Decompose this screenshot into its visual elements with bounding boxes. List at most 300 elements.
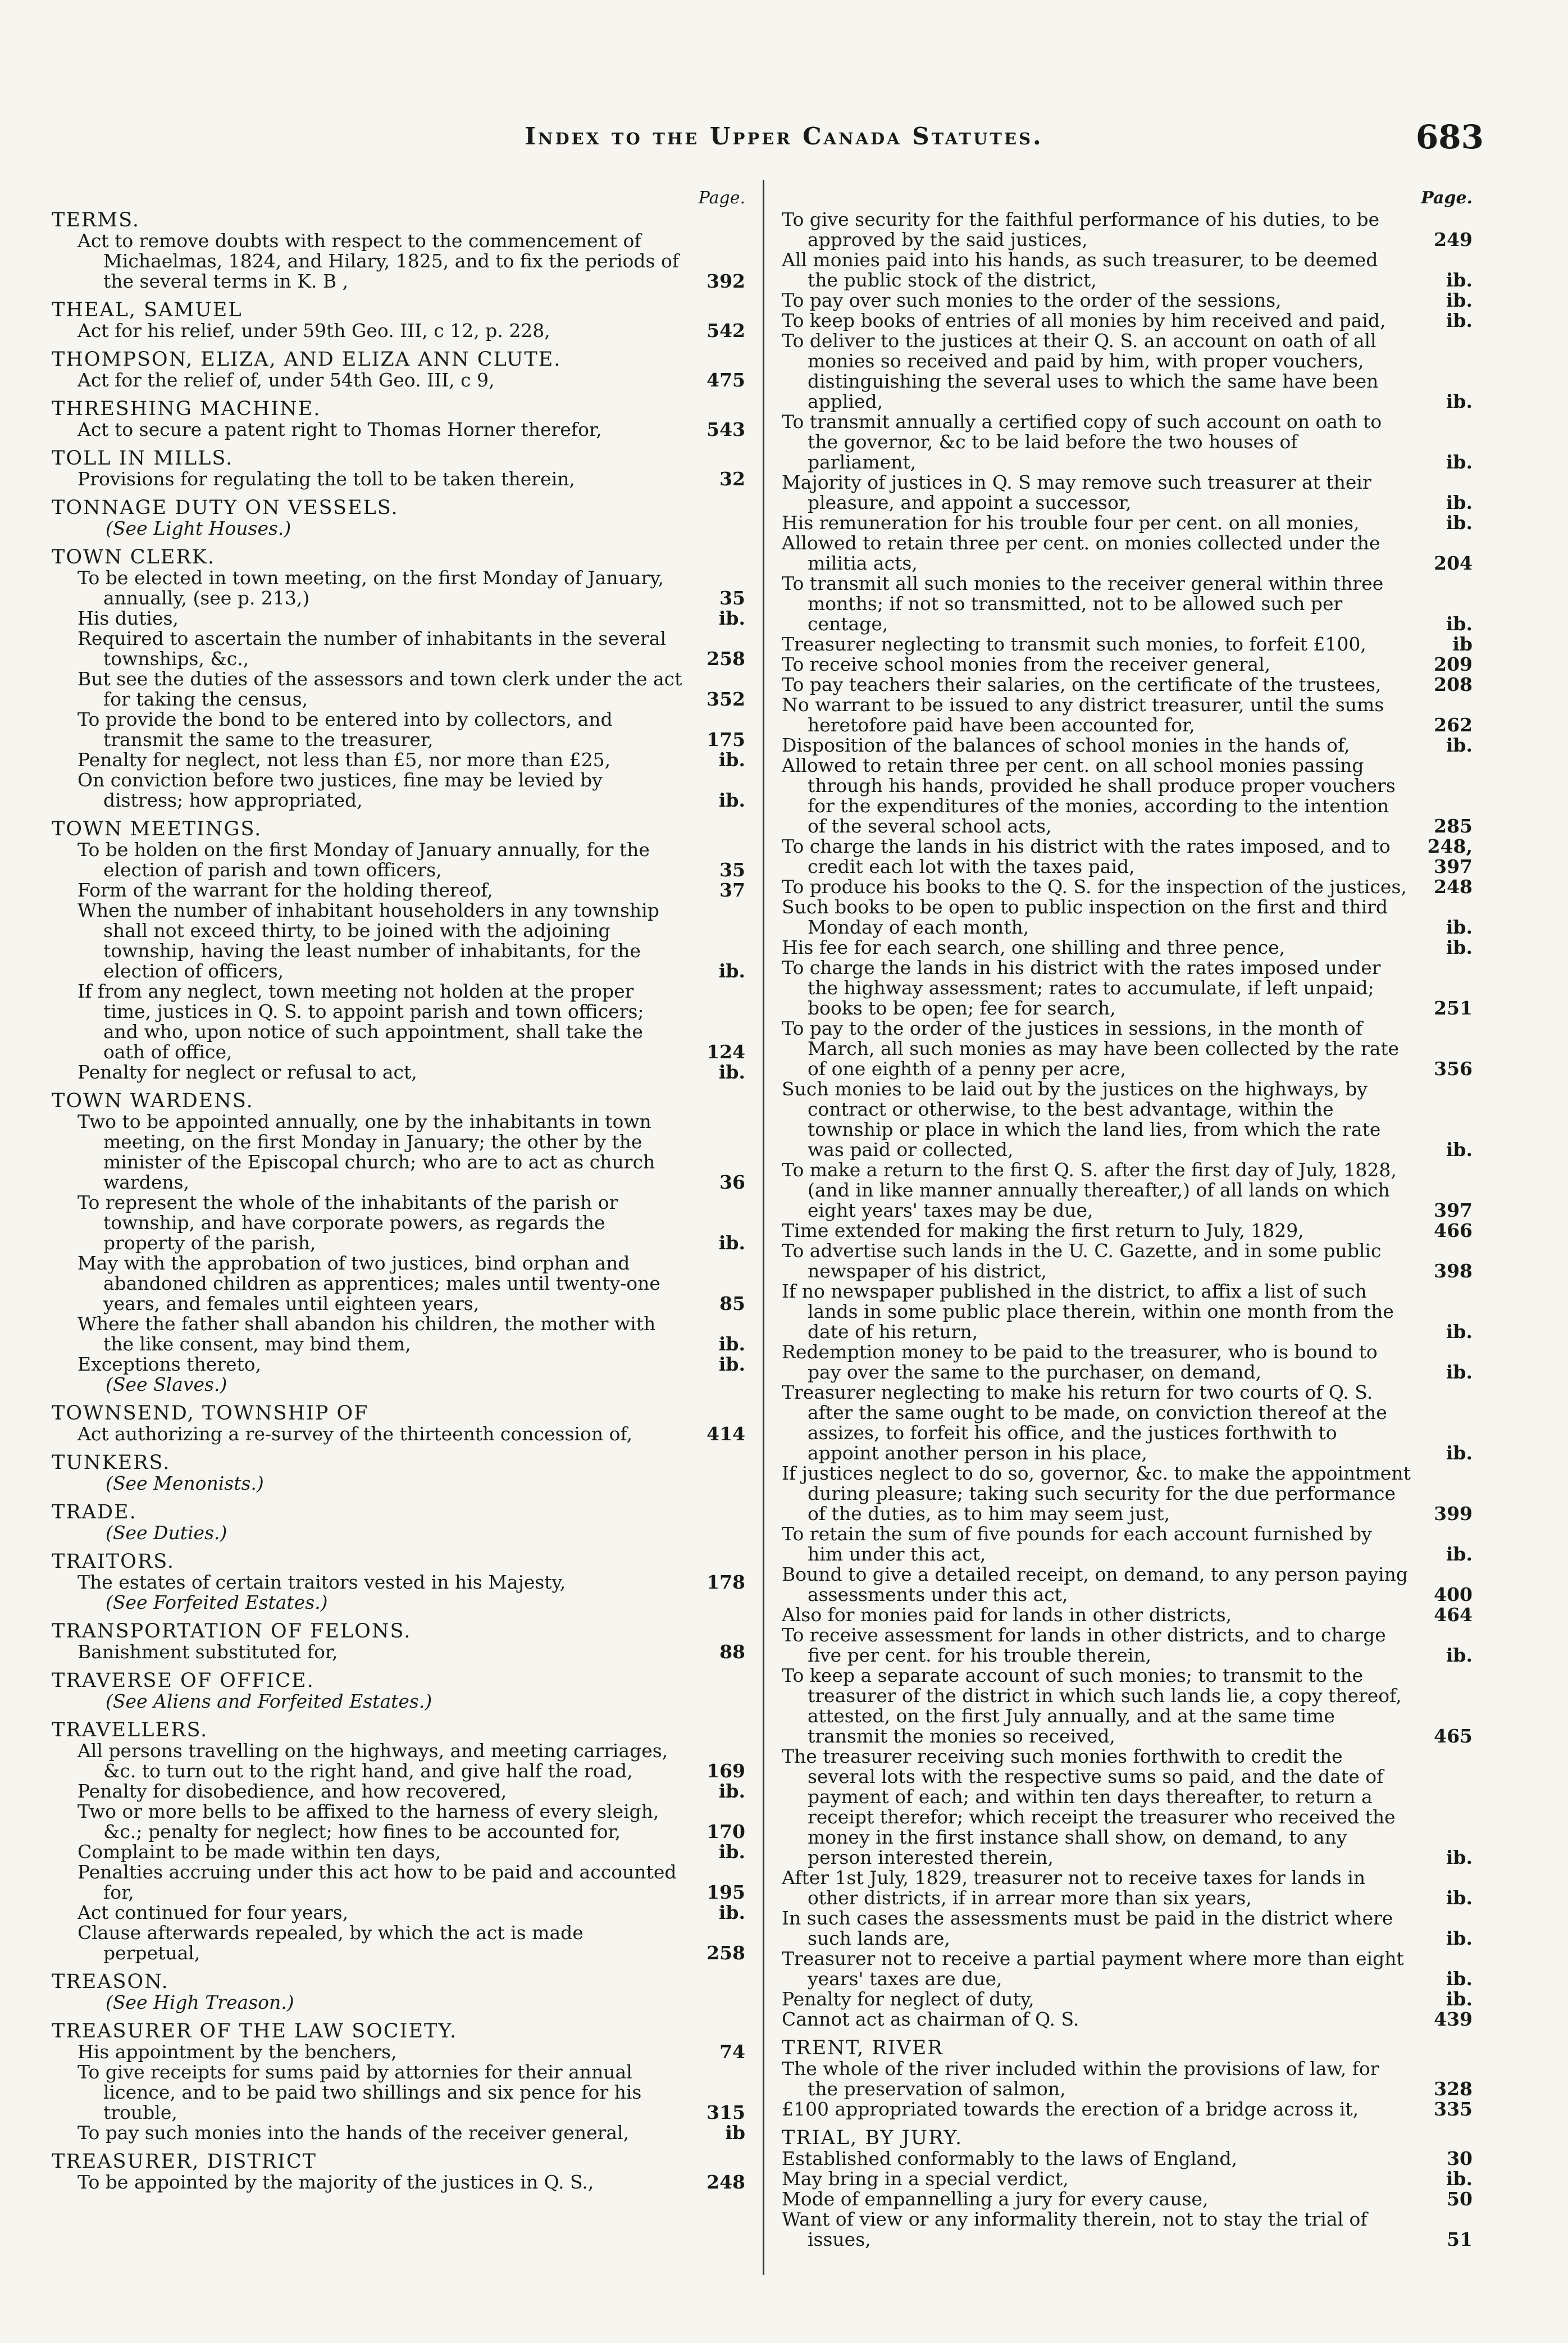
page-reference: 543: [706, 418, 745, 440]
page-reference: 315: [706, 2101, 745, 2123]
entry-line: [782, 695, 1473, 735]
entry-line: [782, 311, 1473, 331]
entry-line: [782, 412, 1473, 472]
entry-text: To represent the whole of the inhabitants of the parish or township, and have corporate powers, as regards the property of the parish,: [78, 1191, 618, 1254]
column-divider: [763, 180, 764, 2275]
index-entry: [52, 1090, 745, 1395]
entry-text: To be elected in town meeting, on the first Monday of January, annually, (see p. 213,): [78, 567, 664, 609]
entry-line: [52, 770, 745, 811]
page-reference: ib.: [718, 1901, 745, 1923]
entry-text: His remuneration for his trouble four per cent. on all monies,: [782, 512, 1360, 534]
entry-text: To receive school monies from the receiver general,: [782, 653, 1271, 675]
entry-line: [782, 1908, 1473, 1949]
entry-line: [52, 900, 745, 981]
page-reference: 248: [706, 2171, 745, 2193]
page-reference: 170: [706, 1821, 745, 1842]
entry-line: [52, 840, 745, 880]
entry-line: [52, 709, 745, 750]
page-reference: ib.: [718, 1841, 745, 1863]
index-entry: [52, 1719, 745, 1963]
entry-line: [782, 1018, 1473, 1079]
entry-text: His appointment by the benchers,: [78, 2041, 397, 2063]
page-reference: 262: [1434, 714, 1473, 736]
page-reference: ib.: [718, 607, 745, 629]
entry-text: Act to secure a patent right to Thomas Horner therefor,: [78, 418, 602, 440]
entry-line: [782, 1625, 1473, 1666]
index-entry: [782, 2037, 1473, 2119]
page-reference: ib.: [1446, 451, 1473, 473]
entry-line: [782, 574, 1473, 634]
entry-line: [782, 735, 1473, 756]
index-entry: [52, 1403, 745, 1444]
page-reference: 258: [706, 1942, 745, 1964]
index-entry: [52, 547, 745, 811]
entry-line: [782, 250, 1473, 290]
entry-heading: THEAL, SAMUEL: [52, 299, 243, 321]
entry-line: [52, 1354, 745, 1375]
page-reference: ib.: [1446, 1361, 1473, 1383]
entry-text: To pay such monies into the hands of the receiver general,: [78, 2122, 630, 2144]
entry-heading: TOWNSEND, TOWNSHIP OF: [52, 1402, 369, 1425]
entry-line: [52, 629, 745, 669]
entry-text: Allowed to retain three per cent. on all school monies passing through his hands, provided he shall produce proper vouchers for the expenditures of the monies, according to the intention of the several school acts,: [782, 754, 1396, 837]
entry-line: [782, 1868, 1473, 1908]
entry-text: To make a return to the first Q. S. after the first day of July, 1828, (and in like manner annually thereafter,) of all lands on which eight years' taxes may be due,: [782, 1159, 1397, 1221]
entry-heading: TREASURER, DISTRICT: [52, 2150, 317, 2173]
entry-text: Disposition of the balances of school monies in the hands of,: [782, 734, 1350, 756]
entry-text: Majority of justices in Q. S may remove such treasurer at their pleasure, and appoint a successor,: [782, 471, 1371, 513]
entry-line: [52, 880, 745, 900]
entry-text: Form of the warrant for the holding thereof,: [78, 879, 493, 901]
page-reference: ib.: [718, 789, 745, 811]
entry-line: [782, 938, 1473, 958]
page-reference: ib.: [718, 1780, 745, 1802]
entry-text: On conviction before two justices, fine may be levied by distress; how appropriated,: [78, 769, 603, 811]
entry-line: [782, 1241, 1473, 1281]
index-entry: [52, 1551, 745, 1613]
entry-line: [782, 1746, 1473, 1868]
page-reference: 439: [1434, 2008, 1473, 2030]
entry-line: [52, 370, 745, 390]
page-reference: ib.: [1446, 310, 1473, 331]
entry-line: [782, 1342, 1473, 1382]
entry-text: Act authorizing a re-survey of the thirteenth concession of,: [78, 1423, 632, 1445]
page-reference: ib.: [718, 1333, 745, 1355]
entry-text: No warrant to be issued to any district treasurer, until the sums heretofore paid have been accounted for,: [782, 694, 1384, 736]
entry-heading: TRAVELLERS.: [52, 1719, 208, 1741]
entry-line: [782, 958, 1473, 1018]
page-reference: 356: [1434, 1058, 1473, 1080]
entry-line: [782, 1079, 1473, 1160]
entry-heading: TONNAGE DUTY ON VESSELS.: [52, 497, 399, 519]
page-reference: 464: [1434, 1604, 1473, 1626]
entry-text: But see the duties of the assessors and town clerk under the act for taking the census,: [78, 668, 682, 710]
page-reference: ib: [725, 2122, 745, 2144]
page-reference: ib.: [1446, 1543, 1473, 1565]
see-reference: (See High Treason.): [106, 1991, 294, 2013]
page-reference: 285: [1434, 815, 1473, 837]
entry-line: [52, 469, 745, 489]
entry-line: [52, 2042, 745, 2062]
index-entry: [52, 299, 745, 341]
entry-heading: TREASON.: [52, 1971, 169, 1993]
entry-text: Required to ascertain the number of inhabitants in the several townships, &c.,: [78, 627, 667, 670]
entry-line: [52, 2123, 745, 2143]
page-reference: ib.: [1446, 1846, 1473, 1868]
page-reference: ib.: [1446, 492, 1473, 513]
right-column: [782, 188, 1473, 2276]
entry-text: Exceptions thereto,: [78, 1353, 262, 1375]
entry-line: [782, 1666, 1473, 1746]
entry-line: [52, 2172, 745, 2192]
entry-line: [782, 1160, 1473, 1221]
entry-heading: TRAVERSE OF OFFICE.: [52, 1669, 314, 1692]
entry-text: Penalty for neglect, not less than £5, nor more than £25,: [78, 749, 611, 771]
page-reference: ib.: [1446, 1968, 1473, 1990]
see-reference: (See Menonists.): [106, 1472, 264, 1494]
entry-text: Penalties accruing under this act how to be paid and accounted for,: [78, 1861, 677, 1903]
entry-text: Want of view or any informality therein, not to stay the trial of issues,: [782, 2208, 1368, 2250]
entry-line: [52, 1253, 745, 1314]
entry-line: [782, 2209, 1473, 2250]
entry-text: To produce his books to the Q. S. for the inspection of the justices,: [782, 876, 1407, 898]
page-reference: 251: [1434, 997, 1473, 1019]
entry-heading: THOMPSON, ELIZA, AND ELIZA ANN CLUTE.: [52, 348, 562, 371]
entry-text: To advertise such lands in the U. C. Gazette, and in some public newspaper of his district,: [782, 1240, 1382, 1282]
page-reference: 195: [706, 1881, 745, 1903]
see-reference: (See Light Houses.): [106, 517, 291, 539]
entry-text: Act for the relief of, under 54th Geo. III, c 9,: [78, 369, 495, 391]
page-reference: 335: [1434, 2098, 1473, 2120]
see-reference: (See Duties.): [106, 1522, 227, 1544]
entry-text: After 1st July, 1829, treasurer not to receive taxes for lands in other districts, if in arrear more than six years,: [782, 1867, 1366, 1909]
entry-text: To keep a separate account of such monies; to transmit to the treasurer of the district in which such lands lie, a copy thereof, attested, on the first July annually, and at the same time transmit the monies so received,: [782, 1664, 1402, 1747]
entry-heading: TUNKERS.: [52, 1452, 171, 1474]
entry-text: Penalty for neglect of duty,: [782, 1988, 1034, 2010]
entry-line: [52, 321, 745, 341]
entry-line: [782, 2169, 1473, 2189]
entry-text: The treasurer receiving such monies forthwith to credit the several lots with the respective sums so paid, and the date of payment of each; and within ten days thereafter, to return a receipt therefor; which receipt the treasurer who received the money in the first instance shall show, on demand, to any person interested therein,: [782, 1745, 1396, 1868]
entry-line: [52, 1781, 745, 1801]
entry-text: Two to be appointed annually, one by the inhabitants in town meeting, on the first Monday in January; the other by the minister of the Episcopal church; who are to act as church wardens,: [78, 1111, 655, 1193]
entry-line: [782, 836, 1473, 877]
entry-heading: TOWN WARDENS.: [52, 1090, 254, 1112]
page-reference: ib.: [1446, 1139, 1473, 1161]
index-entry: [52, 497, 745, 539]
entry-text: Provisions for regulating the toll to be taken therein,: [78, 468, 575, 490]
entry-text: To transmit all such monies to the receiver general within three months; if not so transmitted, not to be allowed such per centage,: [782, 572, 1384, 635]
entry-text: To be appointed by the majority of the justices in Q. S.,: [78, 2171, 594, 2193]
see-reference: (See Forfeited Estates.): [106, 1591, 328, 1613]
entry-text: The whole of the river included within the provisions of law, for the preservation of salmon,: [782, 2058, 1379, 2100]
page-reference: 209: [1434, 653, 1473, 675]
page-reference: ib.: [718, 749, 745, 771]
page-reference: ib.: [718, 1061, 745, 1083]
page-header: [0, 118, 1568, 173]
entry-line: [782, 1524, 1473, 1564]
page-reference: ib.: [1446, 734, 1473, 756]
entry-text: May with the approbation of two justices, bind orphan and abandoned children as apprentices; males until twenty-one years, and females until eighteen years,: [78, 1252, 660, 1314]
entry-text: To provide the bond to be entered into by collectors, and transmit the same to the treasurer,: [78, 708, 613, 750]
page-reference: 32: [719, 468, 745, 490]
entry-line: [782, 1989, 1473, 2009]
entry-heading: TREASURER OF THE LAW SOCIETY.: [52, 2020, 458, 2042]
page-reference: ib.: [1446, 269, 1473, 291]
entry-line: [52, 981, 745, 1062]
page-reference: 35: [719, 859, 745, 881]
entry-text: Banishment substituted for,: [78, 1641, 338, 1663]
page-reference: ib.: [718, 960, 745, 982]
entry-text: To deliver to the justices at their Q. S. an account on oath of all monies so received and paid by him, with proper vouchers, distinguishing the several uses to which the same have been applied,: [782, 330, 1379, 412]
entry-text: To be holden on the first Monday of January annually, for the election of parish and town officers,: [78, 839, 650, 881]
page-reference: 178: [706, 1571, 745, 1593]
index-entry: [52, 349, 745, 390]
left-page-label: Page.: [698, 188, 745, 208]
entry-text: If no newspaper published in the district, to affix a list of such lands in some public place therein, within one month from the date of his return,: [782, 1280, 1394, 1343]
page-reference: 169: [706, 1760, 745, 1782]
index-entry: [782, 2127, 1473, 2250]
page-reference: ib.: [1446, 916, 1473, 938]
entry-line: [782, 2009, 1473, 2030]
entry-text: Such books to be open to public inspection on the first and third Monday of each month,: [782, 896, 1388, 938]
index-entry: [52, 1971, 745, 2013]
page-reference: 466: [1434, 1220, 1473, 1241]
page-reference: 88: [719, 1641, 745, 1663]
index-entry: [52, 210, 745, 292]
entry-text: If from any neglect, town meeting not holden at the proper time, justices in Q. S. to appoint parish and town officers; and who, upon notice of such appointment, shall take the oath of office,: [78, 980, 644, 1063]
entry-text: Bound to give a detailed receipt, on demand, to any person paying assessments under this act,: [782, 1563, 1409, 1605]
entry-text: Act continued for four years,: [78, 1901, 349, 1923]
entry-line: [52, 1112, 745, 1193]
page-reference: 204: [1434, 552, 1473, 574]
entry-line: [782, 634, 1473, 654]
entry-line: [52, 231, 745, 292]
entry-line: [52, 1642, 745, 1662]
entry-line: [52, 568, 745, 608]
page-reference: 30: [1447, 2148, 1473, 2169]
entry-line: [782, 513, 1473, 533]
page-reference: 249: [1434, 229, 1473, 251]
entry-line: [52, 1741, 745, 1781]
entry-line: [782, 2149, 1473, 2169]
left-entries: [52, 210, 745, 2192]
entry-line: [782, 472, 1473, 513]
page-reference: 392: [706, 270, 745, 292]
entry-line: [52, 1923, 745, 1963]
entry-text: To retain the sum of five pounds for each account furnished by him under this act,: [782, 1523, 1372, 1565]
entry-text: Treasurer neglecting to transmit such monies, to forfeit £100,: [782, 633, 1366, 655]
entry-text: Complaint to be made within ten days,: [78, 1841, 441, 1863]
page-reference: 248, 397: [1427, 835, 1473, 877]
entry-text: Treasurer not to receive a partial payment where more than eight years' taxes are due,: [782, 1948, 1404, 1990]
entry-line: [52, 669, 745, 709]
entry-line: [52, 1842, 745, 1862]
entry-text: Penalty for neglect or refusal to act,: [78, 1061, 417, 1083]
entry-heading: TERMS.: [52, 209, 140, 231]
entry-heading: TOWN MEETINGS.: [52, 818, 262, 840]
entry-heading: TRADE.: [52, 1501, 137, 1523]
entry-line: [52, 1801, 745, 1842]
entry-line: [52, 608, 745, 629]
page-number: 683: [1415, 118, 1484, 156]
entry-heading: TRENT, RIVER: [782, 2037, 943, 2059]
index-entry: [52, 1502, 745, 1543]
entry-text: All persons travelling on the highways, and meeting carriages, &c. to turn out to the right hand, and give half the road,: [78, 1740, 668, 1782]
entry-text: Treasurer neglecting to make his return for two courts of Q. S. after the same ought to be made, on conviction thereof at the assizes, to forfeit his office, and the justices forthwith to appoint another person in his place,: [782, 1381, 1387, 1464]
entry-text: Mode of empannelling a jury for every cause,: [782, 2188, 1209, 2210]
entry-text: Redemption money to be paid to the treasurer, who is bound to pay over the same to the purchaser, on demand,: [782, 1341, 1378, 1383]
index-entry: [782, 210, 1473, 2030]
entry-line: [782, 2189, 1473, 2209]
right-entries: [782, 210, 1473, 2250]
entry-line: [52, 2062, 745, 2123]
entry-line: [52, 1062, 745, 1082]
page-reference: 475: [706, 369, 745, 391]
page-reference: ib.: [1446, 613, 1473, 635]
page-reference: ib.: [1446, 936, 1473, 958]
entry-text: His fee for each search, one shilling and three pence,: [782, 936, 1286, 958]
entry-line: [782, 533, 1473, 574]
entry-line: [782, 1949, 1473, 1989]
entry-heading: TRAITORS.: [52, 1550, 175, 1573]
entry-text: Established conformably to the laws of England,: [782, 2148, 1237, 2169]
page-reference: 35: [719, 587, 745, 609]
entry-line: [782, 210, 1473, 250]
entry-text: To give security for the faithful performance of his duties, to be approved by the said justices,: [782, 208, 1380, 251]
entry-text: Time extended for making the first return to July, 1829,: [782, 1220, 1304, 1241]
page-reference: 542: [706, 320, 745, 342]
entry-text: To pay teachers their salaries, on the certificate of the trustees,: [782, 674, 1382, 695]
entry-text: May bring in a special verdict,: [782, 2168, 1069, 2190]
entry-line: [52, 1424, 745, 1444]
page-reference: ib.: [1446, 390, 1473, 412]
entry-text: Allowed to retain three per cent. on monies collected under the militia acts,: [782, 532, 1380, 574]
entry-text: When the number of inhabitant householders in any township shall not exceed thirty, to be joined with the adjoining township, having the least number of inhabitants, for the election of officers,: [78, 899, 659, 982]
entry-line: [782, 1382, 1473, 1463]
entry-line: [52, 750, 745, 770]
page-reference: 414: [706, 1423, 745, 1445]
page-reference: 248: [1434, 876, 1473, 898]
index-entry: [52, 2151, 745, 2192]
entry-text: To charge the lands in his district with the rates imposed, and to credit each lot with the taxes paid,: [782, 835, 1391, 877]
entry-text: To keep books of entries of all monies by him received and paid,: [782, 310, 1386, 331]
entry-heading: TRANSPORTATION OF FELONS.: [52, 1620, 412, 1643]
entry-line: [782, 1281, 1473, 1342]
page-reference: 399: [1434, 1503, 1473, 1525]
entry-line: [52, 1572, 745, 1593]
page-reference: ib.: [718, 1232, 745, 1254]
entry-line: [782, 1463, 1473, 1524]
entry-text: All monies paid into his hands, as such treasurer, to be deemed the public stock of the district,: [782, 249, 1378, 291]
page-reference: 124: [706, 1041, 745, 1063]
entry-line: [782, 877, 1473, 897]
index-entry: [52, 1452, 745, 1494]
entry-line: [782, 2059, 1473, 2099]
page-reference: 37: [719, 879, 745, 901]
entry-text: Also for monies paid for lands in other districts,: [782, 1604, 1232, 1626]
entry-text: To receive assessment for lands in other districts, and to charge five per cent. for his trouble therein,: [782, 1624, 1386, 1666]
index-entry: [52, 448, 745, 489]
entry-text: £100 appropriated towards the erection of a bridge across it,: [782, 2098, 1359, 2120]
entry-text: Act for his relief, under 59th Geo. III, c 12, p. 228,: [78, 320, 550, 342]
entry-text: To pay to the order of the justices in sessions, in the month of March, all such monies as may have been collected by the rate of one eighth of a penny per acre,: [782, 1017, 1400, 1080]
entry-text: In such cases the assessments must be paid in the district where such lands are,: [782, 1907, 1393, 1949]
page-reference: ib.: [1446, 1927, 1473, 1949]
see-reference: (See Aliens and Forfeited Estates.): [106, 1690, 432, 1712]
entry-line: [782, 897, 1473, 938]
entry-line: [782, 1605, 1473, 1625]
page-reference: ib.: [718, 1353, 745, 1375]
entry-line: [782, 1564, 1473, 1605]
page-reference: 465: [1434, 1725, 1473, 1747]
index-entry: [52, 2021, 745, 2143]
page-reference: ib.: [1446, 1644, 1473, 1666]
entry-text: To charge the lands in his district with the rates imposed under the highway assessment; rates to accumulate, if left unpaid; books to be open; fee for search,: [782, 957, 1381, 1019]
entry-line: [52, 1314, 745, 1354]
entry-text: To transmit annually a certified copy of such account on oath to the governor, &c to be laid before the two houses of parliament,: [782, 411, 1382, 473]
entry-text: Where the father shall abandon his children, the mother with the like consent, may bind them,: [78, 1313, 656, 1355]
entry-heading: THRESHING MACHINE.: [52, 398, 321, 420]
entry-line: [52, 1903, 745, 1923]
index-entry: [52, 818, 745, 1082]
page-reference: 400: [1434, 1584, 1473, 1605]
page-reference: ib.: [1446, 512, 1473, 534]
entry-line: [52, 420, 745, 440]
page-reference: 85: [719, 1293, 745, 1314]
entry-heading: TOWN CLERK.: [52, 546, 215, 568]
entry-text: Two or more bells to be affixed to the harness of every sleigh, &c.; penalty for neglect; how fines to be accounted for,: [78, 1800, 659, 1842]
entry-text: Such monies to be laid out by the justices on the highways, by contract or otherwise, to the best advantage, within the township or place in which the land lies, from which the rate was paid or collected,: [782, 1078, 1381, 1161]
page-reference: 258: [706, 648, 745, 670]
page-reference: 398: [1434, 1260, 1473, 1282]
entry-text: Penalty for disobedience, and how recovered,: [78, 1780, 507, 1802]
page-reference: 328: [1434, 2078, 1473, 2100]
index-entry: [52, 1670, 745, 1712]
entry-text: If justices neglect to do so, governor, &c. to make the appointment during pleasure; taking such security for the due performance of the duties, as to him may seem just,: [782, 1462, 1411, 1525]
page-reference: 175: [706, 729, 745, 750]
page-reference: ib: [1452, 633, 1473, 655]
entry-text: His duties,: [78, 607, 179, 629]
page-reference: ib.: [1446, 1887, 1473, 1909]
page-reference: ib.: [1446, 1321, 1473, 1343]
page-reference: 36: [719, 1171, 745, 1193]
entry-text: To pay over such monies to the order of the sessions,: [782, 289, 1282, 311]
entry-line: [782, 1221, 1473, 1241]
entry-heading: TRIAL, BY JURY.: [782, 2127, 963, 2149]
page-reference: 397: [1434, 1199, 1473, 1221]
left-column: [52, 188, 745, 2276]
page-reference: 352: [706, 688, 745, 710]
entry-line: [782, 290, 1473, 311]
entry-heading: TOLL IN MILLS.: [52, 447, 234, 470]
page-reference: 50: [1447, 2188, 1473, 2210]
entry-text: To give receipts for sums paid by attornies for their annual licence, and to be paid two shillings and six pence for his trouble,: [78, 2061, 642, 2123]
entry-text: Act to remove doubts with respect to the commencement of Michaelmas, 1824, and Hilary, 1825, and to fix the periods of the several terms in K. B ,: [78, 230, 680, 292]
page-reference: ib.: [1446, 2168, 1473, 2190]
index-entry: [52, 398, 745, 440]
entry-text: Cannot act as chairman of Q. S.: [782, 2008, 1079, 2030]
entry-line: [782, 331, 1473, 412]
entry-line: [52, 1193, 745, 1253]
page-reference: 208: [1434, 674, 1473, 695]
index-entry: [52, 1621, 745, 1662]
page-reference: ib.: [1446, 1442, 1473, 1464]
see-reference: (See Slaves.): [106, 1373, 227, 1395]
page-reference: 74: [719, 2041, 745, 2063]
page-reference: ib.: [1446, 289, 1473, 311]
page-reference: ib.: [1446, 1988, 1473, 2010]
entry-text: Clause afterwards repealed, by which the act is made perpetual,: [78, 1922, 584, 1964]
